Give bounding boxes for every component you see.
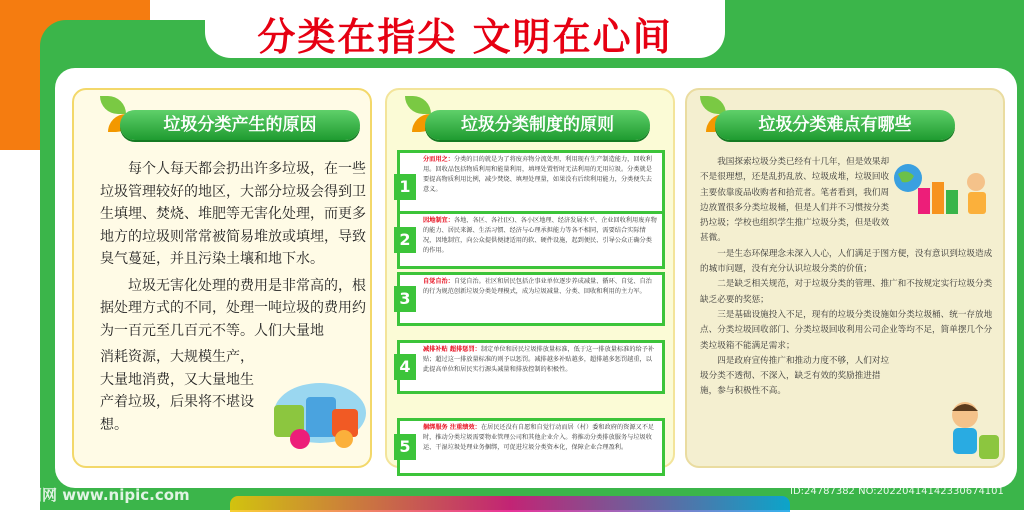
panel-title-reasons: 垃圾分类产生的原因 <box>120 110 360 140</box>
reasons-paragraph: 每个人每天都会扔出许多垃圾，在一些垃圾管理较好的地区，大部分垃圾会得到卫生填埋、焚烧、堆肥等无害化处理，而更多地方的垃圾则常常被简易堆放或填埋，导致臭气蔓延，并且污染土壤和地下水。 <box>100 161 366 267</box>
panel-title-principles: 垃圾分类制度的原则 <box>425 110 650 140</box>
bottom-wave-decoration <box>230 496 790 512</box>
principle-item <box>397 418 665 476</box>
principle-lead: 自觉自治： <box>423 278 454 285</box>
difficulties-paragraph: 二是缺乏相关规范，对于垃圾分类的管理、推广和不按规定实行垃圾分类缺乏必要的奖惩； <box>700 279 993 305</box>
principle-number: 2 <box>394 227 416 253</box>
difficulties-paragraph: 一是生态环保理念未深入人心，人们满足于图方便，没有意识到垃圾造成的城市问题，没有充分认识垃圾分类的价值； <box>700 248 993 275</box>
principle-item <box>397 272 665 326</box>
principle-lead: 捆绑服务 注重绩效： <box>423 424 481 431</box>
principle-number: 3 <box>394 286 416 312</box>
principle-lead: 因地制宜： <box>423 217 454 224</box>
principle-number: 5 <box>394 434 416 460</box>
reasons-paragraph: 垃圾无害化处理的费用是非常高的，根据处理方式的不同，处理一吨垃圾的费用约为一百元至几百元不等。人们大量地 <box>100 277 366 339</box>
principle-text: 分类的目的就是为了将废弃物分流处理，利用现有生产制造能力，回收利用。回收品包括物质利用和能量利用，填埋处置暂时无法利用的无用垃圾。分类就是要提高物质利用比例，减少焚烧、填埋处理量，如果没有后续利用能力，分类便失去意义。 <box>423 156 652 193</box>
principle-lead: 分而用之： <box>423 156 454 163</box>
principle-item <box>397 340 665 394</box>
watermark-site: 昵图网 www.nipic.com <box>12 486 190 504</box>
principle-text: 制定单位和居民垃圾排放量标准，低于这一排放量标准的给予补贴；超过这一排放量标准的则予以惩罚。减排越多补贴越多，超排越多惩罚越重，以此提高单位和居民实行源头减量和排放控制的积极性。 <box>423 346 655 373</box>
watermark-id: ID:24787382 NO:20220414142330674101 <box>790 486 1004 497</box>
principle-text: 自觉自治。社区和居民包括企事业单位逐步养成减量、循环、自觉、自治的行为规范创新垃圾分类处理模式，成为垃圾减量、分类、回收和利用的主力军。 <box>423 278 652 295</box>
principle-text: 各地、各区、各社(区)、各小区地理、经济发展水平、企业回收利用废弃物的能力、居民来源、生活习惯、经济与心理承担能力等各不相同，需要结合实际情况，因地制宜，向公众提供便捷适用的软、硬件设施，起到便民、引导公众正确分类的作用。 <box>423 217 657 254</box>
principle-text: 在居民还没有自愿和自觉行动而居（村）委和政府的资源又不足时，推动分类垃圾需要物业管理公司和其他企业介入。将推动分类排放服务与垃圾收运、干湿垃圾处理业务捆绑，可促进垃圾分类资本化，保障企业合理盈利。 <box>423 424 655 451</box>
difficulties-paragraph: 三是基础设施投入不足，现有的垃圾分类设施如分类垃圾桶、统一存放地点、分类垃圾回收部门、分类垃圾回收利用公司企业等均不足，简单摆几个分类垃圾箱不能满足需求； <box>700 309 993 351</box>
difficulties-paragraph: 我国探索垃圾分类已经有十几年，但是效果却不是很理想，还是乱扔乱放、垃圾成堆，垃圾回收主要依靠废品收购者和拾荒者。笔者看到，我们周边放置很多分类垃圾桶，但是人们并不习惯按分类扔垃圾；学校也组织学生推广垃圾分类，但是收效甚微。 <box>700 157 890 244</box>
principle-number: 4 <box>394 354 416 380</box>
main-title: 分类在指尖 文明在心间 <box>257 15 673 59</box>
principle-item <box>397 211 665 269</box>
difficulties-paragraph: 四是政府宣传推广和推动力度不够，人们对垃圾分类不透彻、不深入，缺乏有效的奖励推进措施，参与积极性不高。 <box>700 355 890 397</box>
kid-illustration <box>935 395 1005 465</box>
recycle-bins-illustration <box>260 375 368 453</box>
principle-number: 1 <box>394 174 416 200</box>
panel-title-difficulties: 垃圾分类难点有哪些 <box>715 110 955 140</box>
globe-bins-illustration <box>888 160 998 220</box>
principle-lead: 减排补贴 超排惩罚： <box>423 346 481 353</box>
reasons-paragraph: 消耗资源，大规模生产，大量地消费，又大量地生产着垃圾，后果将不堪设想。 <box>100 349 254 433</box>
green-top-decoration <box>700 0 1024 60</box>
